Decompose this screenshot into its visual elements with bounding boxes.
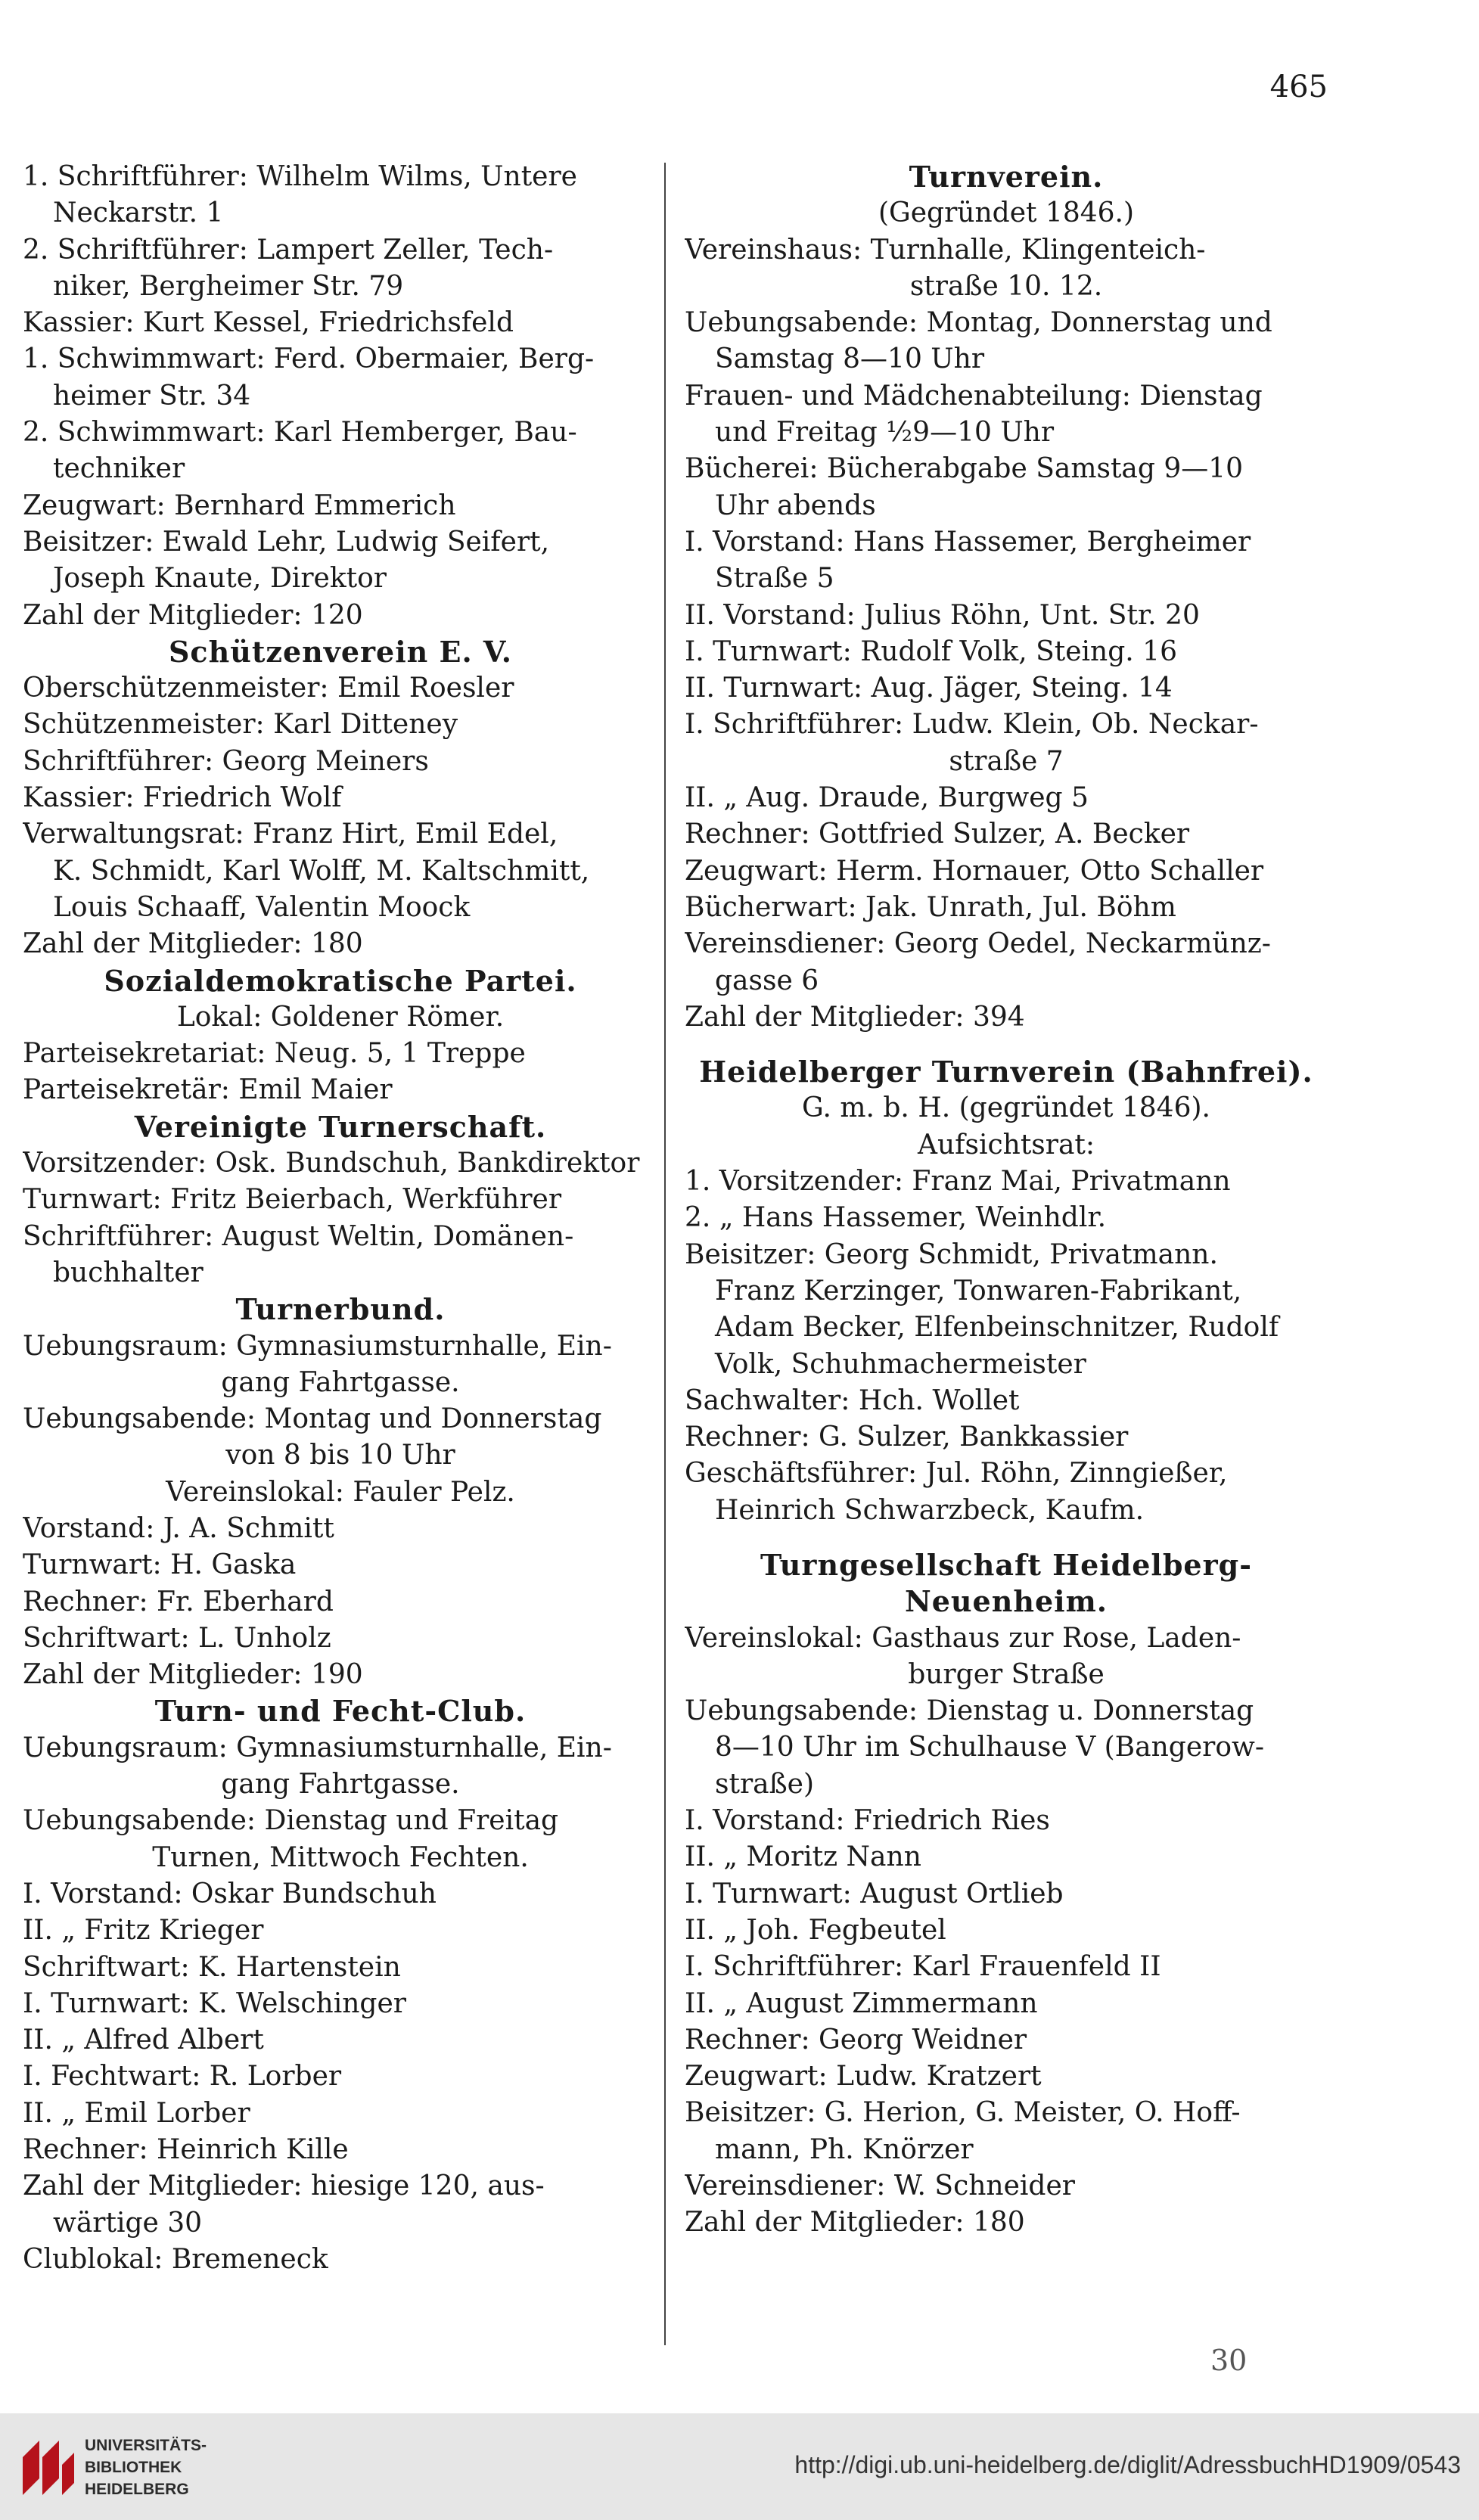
section-heading: Sozialdemokratische Partei.	[104, 963, 577, 998]
entry-line: Beisitzer: G. Herion, G. Meister, O. Hoff-	[685, 2097, 1241, 2129]
entry-line: Beisitzer: Georg Schmidt, Privatmann.	[685, 1238, 1218, 1270]
entry-line: Adam Becker, Elfenbeinschnitzer, Rudolf	[715, 1312, 1279, 1344]
entry-line: wärtige 30	[53, 2207, 203, 2239]
entry-line: Schriftwart: L. Unholz	[23, 1622, 331, 1654]
entry-line: Clublokal: Bremeneck	[23, 2243, 328, 2275]
entry-line: buchhalter	[53, 1257, 204, 1288]
entry-line: straße)	[715, 1768, 815, 1800]
entry-line: burger Straße	[908, 1658, 1105, 1690]
section-heading: Neuenheim.	[904, 1584, 1108, 1619]
entry-line: Franz Kerzinger, Tonwaren-Fabrikant,	[715, 1275, 1242, 1307]
entry-line: Rechner: Fr. Eberhard	[23, 1586, 334, 1617]
entry-line: I. Schriftführer: Ludw. Klein, Ob. Neckar-	[685, 709, 1259, 741]
entry-line: Schützenmeister: Karl Ditteney	[23, 709, 458, 741]
entry-line: Uhr abends	[715, 489, 876, 521]
entry-line: II. „ Emil Lorber	[23, 2097, 250, 2129]
entry-line: Zahl der Mitglieder: 180	[685, 2207, 1025, 2239]
entry-line: gang Fahrtgasse.	[221, 1769, 460, 1801]
logo-line: HEIDELBERG	[85, 2481, 189, 2498]
entry-line: I. Turnwart: August Ortlieb	[685, 1878, 1064, 1909]
entry-line: Lokal: Goldener Römer.	[176, 1001, 505, 1033]
entry-line: Kassier: Friedrich Wolf	[23, 782, 342, 814]
entry-line: 2. Schwimmwart: Karl Hemberger, Bau-	[23, 417, 577, 449]
entry-line: Oberschützenmeister: Emil Roesler	[23, 673, 514, 704]
entry-line: Vereinslokal: Gasthaus zur Rose, Laden-	[685, 1622, 1241, 1654]
section-heading: Heidelberger Turnverein (Bahnfrei).	[699, 1055, 1313, 1089]
section-heading: Turn- und Fecht-Club.	[154, 1694, 527, 1729]
entry-line: Samstag 8—10 Uhr	[715, 343, 985, 375]
entry-line: I. Fechtwart: R. Lorber	[23, 2061, 342, 2093]
entry-line: Kassier: Kurt Kessel, Friedrichsfeld	[23, 307, 514, 339]
entry-line: straße 10. 12.	[909, 270, 1103, 302]
entry-line: Schriftführer: August Weltin, Domänen-	[23, 1220, 574, 1252]
entry-line: gang Fahrtgasse.	[221, 1366, 460, 1398]
entry-line: K. Schmidt, Karl Wolff, M. Kaltschmitt,	[53, 855, 590, 887]
entry-line: Rechner: Gottfried Sulzer, A. Becker	[685, 819, 1190, 850]
logo-line: BIBLIOTHEK	[85, 2459, 182, 2476]
entry-line: heimer Str. 34	[53, 380, 251, 412]
page-number: 465	[1269, 70, 1328, 104]
entry-line: 1. Schwimmwart: Ferd. Obermaier, Berg-	[23, 343, 595, 375]
entry-line: 1. Vorsitzender: Franz Mai, Privatmann	[685, 1166, 1231, 1198]
entry-line: Uebungsabende: Dienstag und Freitag	[23, 1805, 559, 1837]
entry-line: I. Vorstand: Friedrich Ries	[685, 1805, 1050, 1837]
logo-line: UNIVERSITÄTS-	[85, 2437, 207, 2454]
entry-line: Vereinsdiener: Georg Oedel, Neckarmünz-	[685, 928, 1271, 960]
entry-line: von 8 bis 10 Uhr	[225, 1440, 455, 1471]
entry-line: Turnen, Mittwoch Fechten.	[152, 1841, 529, 1873]
entry-line: Frauen- und Mädchenabteilung: Dienstag	[685, 380, 1263, 412]
entry-line: Aufsichtsrat:	[917, 1129, 1095, 1161]
entry-line: Uebungsabende: Dienstag u. Donnerstag	[685, 1695, 1254, 1727]
entry-line: 2. Schriftführer: Lampert Zeller, Tech-	[23, 234, 554, 266]
entry-line: straße 7	[949, 745, 1064, 777]
entry-line: II. „ Aug. Draude, Burgweg 5	[685, 782, 1089, 814]
entry-line: mann, Ph. Knörzer	[715, 2133, 974, 2165]
entry-line: Rechner: G. Sulzer, Bankkassier	[685, 1422, 1129, 1453]
entry-line: Zahl der Mitglieder: 394	[685, 1001, 1025, 1033]
entry-line: II. Vorstand: Julius Röhn, Unt. Str. 20	[685, 599, 1200, 631]
entry-line: Uebungsraum: Gymnasiumsturnhalle, Ein-	[23, 1330, 612, 1362]
entry-line: Sachwalter: Hch. Wollet	[685, 1384, 1020, 1416]
section-heading: Turnerbund.	[235, 1292, 446, 1327]
entry-line: Rechner: Heinrich Kille	[23, 2134, 349, 2166]
entry-line: Zahl der Mitglieder: 180	[23, 928, 363, 960]
entry-line: Uebungsabende: Montag, Donnerstag und	[685, 307, 1272, 339]
library-logo-text	[85, 2435, 207, 2500]
entry-line: Zeugwart: Ludw. Kratzert	[685, 2061, 1042, 2093]
entry-line: Parteisekretariat: Neug. 5, 1 Treppe	[23, 1038, 526, 1070]
entry-line: Straße 5	[715, 563, 834, 595]
entry-line: 8—10 Uhr im Schulhause V (Bangerow-	[715, 1732, 1264, 1763]
entry-line: Geschäftsführer: Jul. Röhn, Zinngießer,	[685, 1458, 1228, 1490]
left-column	[23, 159, 658, 2278]
column-divider	[664, 163, 666, 2345]
entry-line: II. Turnwart: Aug. Jäger, Steing. 14	[685, 673, 1173, 704]
entry-line: Zahl der Mitglieder: 190	[23, 1659, 363, 1691]
entry-line: Parteisekretär: Emil Maier	[23, 1074, 393, 1106]
entry-line: II. „ Moritz Nann	[685, 1841, 921, 1873]
spacer	[685, 1036, 1328, 1054]
source-url-link[interactable]: http://digi.ub.uni-heidelberg.de/diglit/AdressbuchHD1909/0543	[794, 2451, 1461, 2478]
entry-line: Vereinshaus: Turnhalle, Klingenteich-	[685, 234, 1206, 266]
entry-line: Turnwart: H. Gaska	[23, 1549, 297, 1581]
section-heading: Turnverein.	[909, 160, 1104, 194]
entry-line: Schriftführer: Georg Meiners	[23, 745, 429, 777]
entry-line: I. Turnwart: Rudolf Volk, Steing. 16	[685, 635, 1177, 667]
spacer	[685, 1529, 1328, 1547]
entry-line: Heinrich Schwarzbeck, Kaufm.	[715, 1494, 1145, 1526]
entry-line: und Freitag ½9—10 Uhr	[715, 417, 1055, 449]
library-footer	[0, 2413, 1479, 2520]
entry-line: II. „ Alfred Albert	[23, 2024, 264, 2056]
entry-line: II. „ Fritz Krieger	[23, 1915, 264, 1947]
entry-line: Uebungsraum: Gymnasiumsturnhalle, Ein-	[23, 1732, 612, 1763]
entry-line: Schriftwart: K. Hartenstein	[23, 1951, 401, 1983]
entry-line: Zahl der Mitglieder: hiesige 120, aus-	[23, 2170, 545, 2202]
entry-line: gasse 6	[715, 965, 819, 996]
entry-line: Vereinslokal: Fauler Pelz.	[166, 1476, 515, 1508]
entry-line: Uebungsabende: Montag und Donnerstag	[23, 1403, 602, 1435]
entry-line: I. Vorstand: Hans Hassemer, Bergheimer	[685, 526, 1251, 558]
entry-line: Vorstand: J. A. Schmitt	[23, 1512, 334, 1544]
section-heading: Turngesellschaft Heidelberg-	[760, 1547, 1252, 1582]
entry-line: Turnwart: Fritz Beierbach, Werkführer	[23, 1184, 562, 1216]
right-column	[685, 159, 1328, 2242]
library-logo-icon	[17, 2435, 77, 2500]
entry-line: Zeugwart: Bernhard Emmerich	[23, 489, 456, 521]
entry-line: Vorsitzender: Osk. Bundschuh, Bankdirektor	[23, 1148, 640, 1179]
section-heading: Vereinigte Turnerschaft.	[134, 1109, 547, 1144]
entry-line: I. Turnwart: K. Welschinger	[23, 1987, 406, 2019]
entry-line: Volk, Schuhmachermeister	[715, 1348, 1086, 1380]
entry-line: Zeugwart: Herm. Hornauer, Otto Schaller	[685, 855, 1264, 887]
entry-line: Louis Schaaff, Valentin Moock	[53, 891, 471, 923]
entry-line: Bücherwart: Jak. Unrath, Jul. Böhm	[685, 891, 1176, 923]
entry-line: 1. Schriftführer: Wilhelm Wilms, Untere	[23, 161, 577, 192]
entry-line: Beisitzer: Ewald Lehr, Ludwig Seifert,	[23, 526, 550, 558]
section-heading: Schützenverein E. V.	[168, 634, 512, 669]
entry-line: Neckarstr. 1	[53, 197, 224, 229]
entry-line: Vereinsdiener: W. Schneider	[685, 2170, 1075, 2202]
entry-line: II. „ August Zimmermann	[685, 1987, 1038, 2019]
entry-line: Bücherei: Bücherabgabe Samstag 9—10	[685, 453, 1244, 485]
entry-line: I. Schriftführer: Karl Frauenfeld II	[685, 1951, 1161, 1983]
entry-line: G. m. b. H. (gegründet 1846).	[802, 1092, 1210, 1124]
entry-line: I. Vorstand: Oskar Bundschuh	[23, 1878, 437, 1909]
entry-line: Joseph Knaute, Direktor	[53, 563, 387, 595]
entry-line: II. „ Joh. Fegbeutel	[685, 1914, 946, 1946]
signature-mark: 30	[1210, 2344, 1248, 2377]
entry-line: Rechner: Georg Weidner	[685, 2024, 1027, 2055]
entry-line: Verwaltungsrat: Franz Hirt, Emil Edel,	[23, 819, 558, 850]
entry-line: techniker	[53, 453, 185, 485]
entry-line: (Gegründet 1846.)	[878, 197, 1135, 229]
entry-line: 2. „ Hans Hassemer, Weinhdlr.	[685, 1202, 1107, 1234]
entry-line: Zahl der Mitglieder: 120	[23, 599, 363, 631]
entry-line: niker, Bergheimer Str. 79	[53, 270, 404, 302]
